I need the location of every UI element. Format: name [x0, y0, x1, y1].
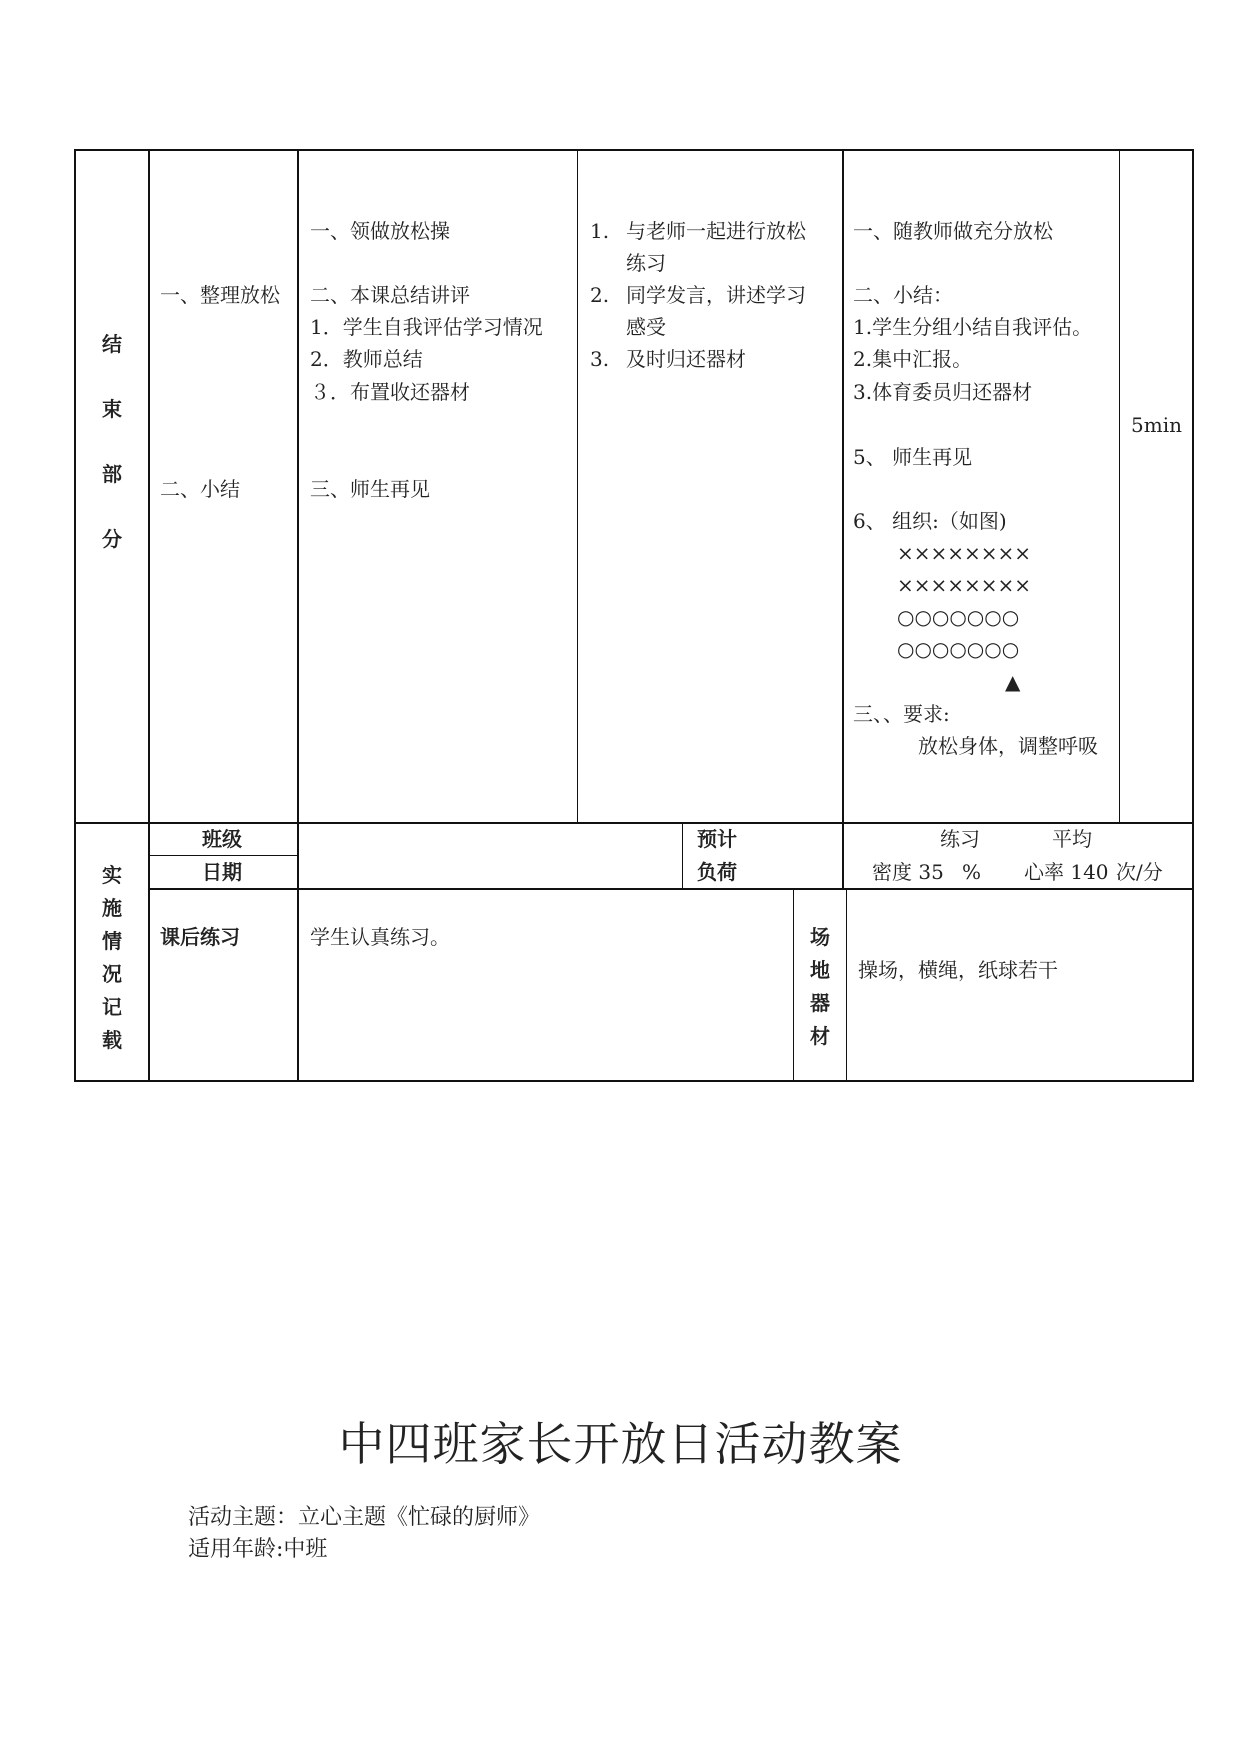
- org-item: 一、随教师做充分放松: [853, 219, 1053, 243]
- label-char: 场: [810, 925, 830, 949]
- label-char: 地: [810, 958, 830, 982]
- requirement-text: 放松身体，调整呼吸: [918, 734, 1098, 758]
- content-item: 二、小结: [160, 477, 240, 501]
- applicable-age: 适用年龄:中班: [188, 1537, 328, 1562]
- page-title: 中四班家长开放日活动教案: [338, 1417, 903, 1471]
- student-item: 与老师一起进行放松: [626, 219, 806, 243]
- student-item: 感受: [626, 315, 666, 339]
- practice-label: 练习: [940, 827, 980, 851]
- label-char: 情: [102, 929, 122, 953]
- requirement-label: 三、、要求:: [853, 702, 950, 726]
- load-label: 预计: [697, 827, 737, 851]
- heart-rate-unit: 次/分: [1116, 860, 1163, 884]
- time-duration: 5min: [1131, 413, 1182, 437]
- label-char: 况: [102, 962, 122, 986]
- label-char: 器: [810, 991, 830, 1015]
- teacher-item: 2．教师总结: [310, 347, 423, 371]
- label-char: 载: [102, 1028, 122, 1052]
- formation-row: ××××××××: [897, 541, 1032, 565]
- org-item: 5、 师生再见: [853, 445, 973, 469]
- teacher-item: 三、师生再见: [310, 477, 430, 501]
- class-label: 班级: [202, 827, 242, 851]
- homework-text: 学生认真练习。: [310, 925, 450, 949]
- label-char: 束: [102, 397, 122, 421]
- org-item: 3.体育委员归还器材: [853, 380, 1033, 404]
- average-label: 平均: [1052, 827, 1092, 851]
- student-item: 同学发言，讲述学习: [626, 283, 806, 307]
- teacher-item: 二、本课总结讲评: [310, 283, 470, 307]
- teacher-item: ３．布置收还器材: [310, 380, 470, 404]
- label-char: 分: [102, 527, 122, 551]
- formation-row: ××××××××: [897, 573, 1032, 597]
- venue-text: 操场，横绳，纸球若干: [858, 958, 1058, 982]
- org-item: 二、小结：: [853, 283, 953, 307]
- teacher-item: 一、领做放松操: [310, 219, 450, 243]
- date-label: 日期: [202, 860, 242, 884]
- label-char: 记: [102, 995, 122, 1019]
- heart-rate-value: 心率 140: [1024, 860, 1109, 884]
- formation-row: ○○○○○○○: [897, 637, 1020, 661]
- student-item: 练习: [626, 251, 666, 275]
- org-item: 1.学生分组小结自我评估。: [853, 315, 1093, 339]
- org-item: 6、 组织:（如图): [853, 509, 1007, 533]
- activity-theme: 活动主题：立心主题《忙碌的厨师》: [188, 1505, 541, 1530]
- teacher-triangle-icon: ▲: [1005, 670, 1021, 694]
- list-number: 1.: [590, 219, 610, 243]
- label-char: 结: [102, 332, 122, 356]
- percent-sign: %: [962, 860, 982, 884]
- label-char: 实: [102, 863, 122, 887]
- teacher-item: 1．学生自我评估学习情况: [310, 315, 543, 339]
- label-char: 部: [102, 462, 122, 486]
- org-item: 2.集中汇报。: [853, 347, 973, 371]
- label-char: 施: [102, 896, 122, 920]
- list-number: 2.: [590, 283, 610, 307]
- list-number: 3.: [590, 347, 610, 371]
- homework-label: 课后练习: [160, 925, 240, 949]
- formation-row: ○○○○○○○: [897, 605, 1020, 629]
- student-item: 及时归还器材: [626, 347, 746, 371]
- content-item: 一、整理放松: [160, 283, 280, 307]
- density-value: 密度 35: [872, 860, 944, 884]
- load-label: 负荷: [697, 860, 737, 884]
- label-char: 材: [810, 1024, 830, 1048]
